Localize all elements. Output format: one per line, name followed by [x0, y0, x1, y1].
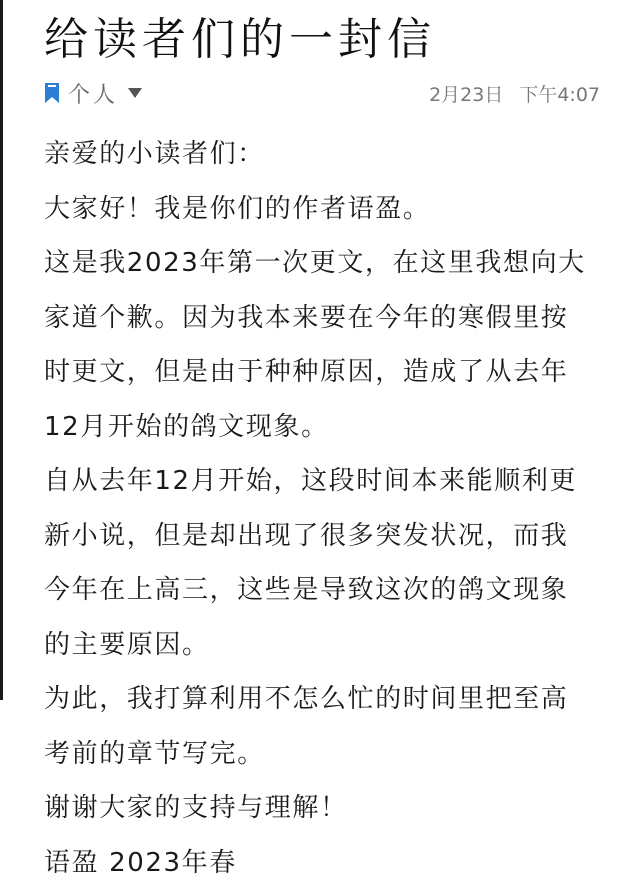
- note-line: 考前的章节写完。: [44, 727, 604, 782]
- note-line: 大家好！我是你们的作者语盈。: [44, 182, 604, 237]
- note-line: 自从去年12月开始，这段时间本来能顺利更: [44, 454, 604, 509]
- note-body[interactable]: [44, 127, 604, 890]
- caret-down-icon[interactable]: [128, 88, 142, 98]
- bookmark-icon: [44, 82, 60, 104]
- note-title[interactable]: 给读者们的一封信: [44, 10, 436, 70]
- note-line: 的主要原因。: [44, 618, 604, 673]
- note-meta-bar: [44, 78, 600, 108]
- note-timestamp: [429, 80, 600, 107]
- note-line: 家道个歉。因为我本来要在今年的寒假里按: [44, 291, 604, 346]
- window-edge: [0, 0, 3, 700]
- folder-selector[interactable]: [44, 78, 142, 109]
- note-date: 2月23日: [429, 80, 503, 107]
- note-line: 为此，我打算利用不怎么忙的时间里把至高: [44, 672, 604, 727]
- note-line: 12月开始的鸽文现象。: [44, 400, 604, 455]
- note-line: 这是我2023年第一次更文，在这里我想向大: [44, 236, 604, 291]
- note-line: 新小说，但是却出现了很多突发状况，而我: [44, 509, 604, 564]
- note-signature: 语盈 2023年春: [44, 836, 604, 890]
- note-line: 今年在上高三，这些是导致这次的鸽文现象: [44, 563, 604, 618]
- note-line: 谢谢大家的支持与理解！: [44, 781, 604, 836]
- note-line: 时更文，但是由于种种原因，造成了从去年: [44, 345, 604, 400]
- note-time: 下午4:07: [519, 80, 600, 107]
- folder-label: 个人: [68, 78, 118, 109]
- note-line: 亲爱的小读者们：: [44, 127, 604, 182]
